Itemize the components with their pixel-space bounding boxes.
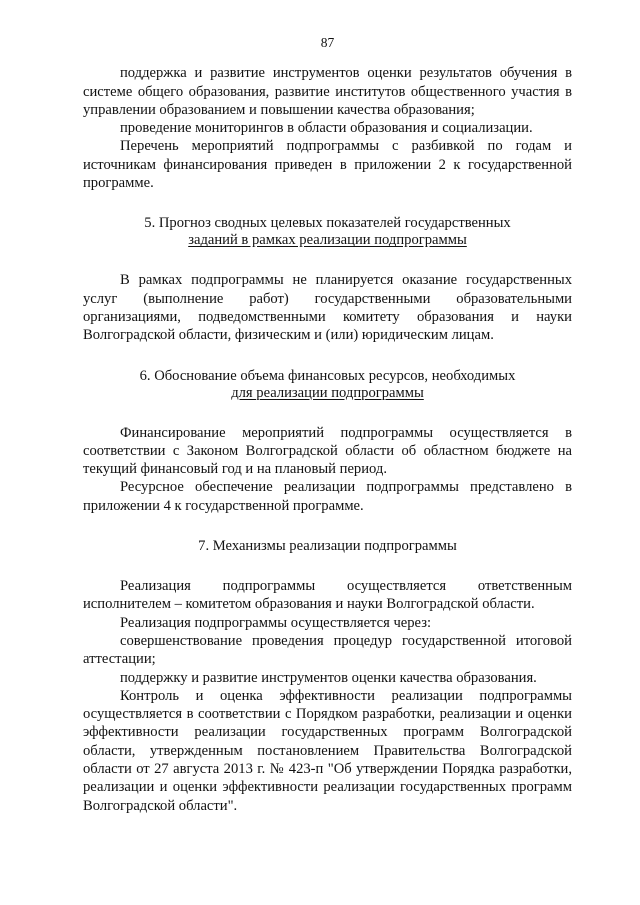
section-7-paragraph-3: совершенствование проведения процедур государственной итоговой аттестации;	[83, 632, 572, 668]
section-6-heading-line-1: 6. Обоснование объема финансовых ресурсов, необходимых	[139, 367, 516, 384]
section-6-heading	[83, 368, 572, 402]
section-5-heading	[83, 215, 572, 249]
section-7-heading-line-1: 7. Механизмы реализации подпрограммы	[198, 538, 457, 555]
section-5-heading-line-2: заданий в рамках реализации подпрограммы	[188, 232, 467, 249]
section-5-heading-line-1: 5. Прогноз сводных целевых показателей государственных	[144, 215, 511, 232]
section-6-paragraph-2: Ресурсное обеспечение реализации подпрограммы представлено в приложении 4 к государственной программе.	[83, 479, 572, 514]
page-number: 87	[320, 35, 335, 50]
intro-paragraph-1: поддержка и развитие инструментов оценки результатов обучения в системе общего образования, развитие институтов общественного участия в управлении образованием и повышении качества образования;	[83, 65, 572, 118]
section-7-paragraph-5: Контроль и оценка эффективности реализации подпрограммы осуществляется в соответствии с Порядком разработки, реализации и оценки эффективности реализации государственных программ Волгоградской области, утвержденным постановлением Правительства Волгоградской области от 27 августа 2013 г. № 423-п "Об утверждении Порядка разработки, реализации и оценки эффективности реализации государственных программ Волгоградской области".	[83, 687, 572, 814]
intro-paragraph-3: Перечень мероприятий подпрограммы с разбивкой по годам и источникам финансирования приведен в приложении 2 к государственной программе.	[83, 138, 572, 192]
section-7-heading	[83, 538, 572, 555]
section-7-paragraph-4: поддержку и развитие инструментов оценки качества образования.	[120, 669, 537, 686]
section-7-paragraph-1: Реализация подпрограммы осуществляется ответственным исполнителем – комитетом образования и науки Волгоградской области.	[83, 578, 572, 613]
section-7-paragraph-2: Реализация подпрограммы осуществляется через:	[120, 614, 432, 631]
section-6-paragraph-1: Финансирование мероприятий подпрограммы осуществляется в соответствии с Законом Волгоградской области об областном бюджете на текущий финансовый год и на плановый период.	[83, 424, 572, 478]
intro-paragraph-2: проведение мониторингов в области образования и социализации.	[120, 120, 533, 137]
section-6-heading-line-2: для реализации подпрограммы	[231, 384, 424, 401]
section-5-paragraph-1: В рамках подпрограммы не планируется оказание государственных услуг (выполнение работ) государственными образовательными организациями, подведомственными комитету образования и науки Волгоградской области, физическим и (или) юридическим лицам.	[83, 272, 572, 344]
